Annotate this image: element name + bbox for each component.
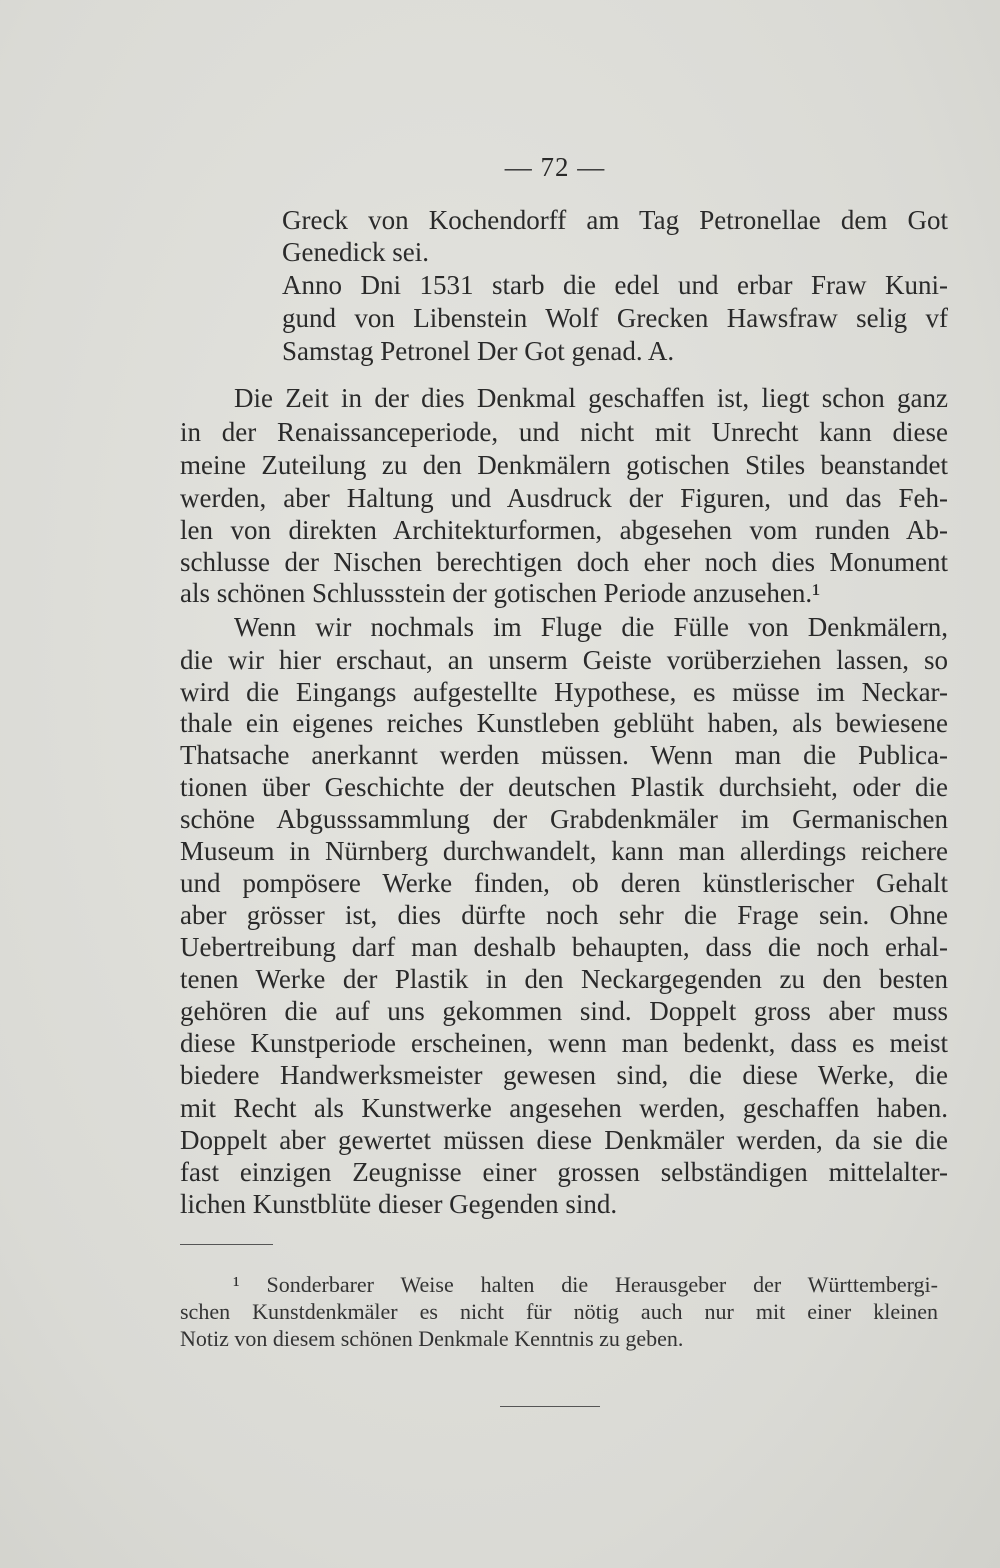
paragraph-line: die wir hier erschaut, an unserm Geiste vorüberziehen lassen, so (180, 645, 948, 675)
paragraph-line: biedere Handwerksmeister gewesen sind, die diese Werke, die (180, 1060, 948, 1090)
paragraph-line: diese Kunstperiode erscheinen, wenn man bedenkt, dass es meist (180, 1028, 948, 1058)
paragraph-line: mit Recht als Kunstwerke angesehen werden, geschaffen haben. (180, 1093, 948, 1123)
paragraph-line: schlusse der Nischen berechtigen doch eher noch dies Monument (180, 547, 948, 577)
paragraph-line: in der Renaissanceperiode, und nicht mit Unrecht kann diese (180, 417, 948, 447)
quote-line: Anno Dni 1531 starb die edel und erbar Fraw Kuni- (282, 270, 948, 300)
quote-line: gund von Libenstein Wolf Grecken Hawsfraw selig vf (282, 303, 948, 333)
paragraph-line: aber grösser ist, dies dürfte noch sehr die Frage sein. Ohne (180, 900, 948, 930)
paragraph-line: Uebertreibung darf man deshalb behaupten, dass die noch erhal- (180, 932, 948, 962)
paragraph-line: schöne Abgusssammlung der Grabdenkmäler im Germanischen (180, 804, 948, 834)
quote-line: Genedick sei. (282, 237, 429, 267)
paragraph-line: fast einzigen Zeugnisse einer grossen selbständigen mittelalter- (180, 1157, 948, 1187)
paragraph-line: lichen Kunstblüte dieser Gegenden sind. (180, 1189, 618, 1219)
footnote-line: ¹ Sonderbarer Weise halten die Herausgeber der Württembergi- (233, 1272, 938, 1297)
paragraph-line: tenen Werke der Plastik in den Neckargegenden zu den besten (180, 964, 948, 994)
paragraph-line: Doppelt aber gewertet müssen diese Denkmäler werden, da sie die (180, 1125, 948, 1155)
paragraph-line: thale ein eigenes reiches Kunstleben geblüht haben, als bewiesene (180, 708, 948, 738)
paragraph-line: Die Zeit in der dies Denkmal geschaffen ist, liegt schon ganz (234, 383, 948, 413)
paragraph-line: Museum in Nürnberg durchwandelt, kann man allerdings reichere (180, 836, 948, 866)
paragraph-line: als schönen Schlussstein der gotischen Periode anzusehen.¹ (180, 578, 821, 608)
footnote-line: schen Kunstdenkmäler es nicht für nötig auch nur mit einer kleinen (180, 1299, 938, 1324)
paragraph-line: wird die Eingangs aufgestellte Hypothese, es müsse im Neckar- (180, 677, 948, 707)
paragraph-line: Thatsache anerkannt werden müssen. Wenn man die Publica- (180, 740, 948, 770)
quote-line: Greck von Kochendorff am Tag Petronellae dem Got (282, 205, 948, 235)
paragraph-line: werden, aber Haltung und Ausdruck der Figuren, und das Feh- (180, 483, 948, 513)
paragraph-line: Wenn wir nochmals im Fluge die Fülle von Denkmälern, (234, 612, 948, 642)
paragraph-line: meine Zuteilung zu den Denkmälern gotischen Stiles beanstandet (180, 450, 948, 480)
footnote-line: Notiz von diesem schönen Denkmale Kenntnis zu geben. (180, 1326, 684, 1351)
paragraph-line: und pompösere Werke finden, ob deren künstlerischer Gehalt (180, 868, 948, 898)
paragraph-line: tionen über Geschichte der deutschen Plastik durchsieht, oder die (180, 772, 948, 802)
end-rule (500, 1406, 600, 1407)
paragraph-line: len von direkten Architekturformen, abgesehen vom runden Ab- (180, 515, 948, 545)
paragraph-line: gehören die auf uns gekommen sind. Doppelt gross aber muss (180, 996, 948, 1026)
page-number: — 72 — (504, 152, 606, 182)
quote-line: Samstag Petronel Der Got genad. A. (282, 336, 675, 366)
